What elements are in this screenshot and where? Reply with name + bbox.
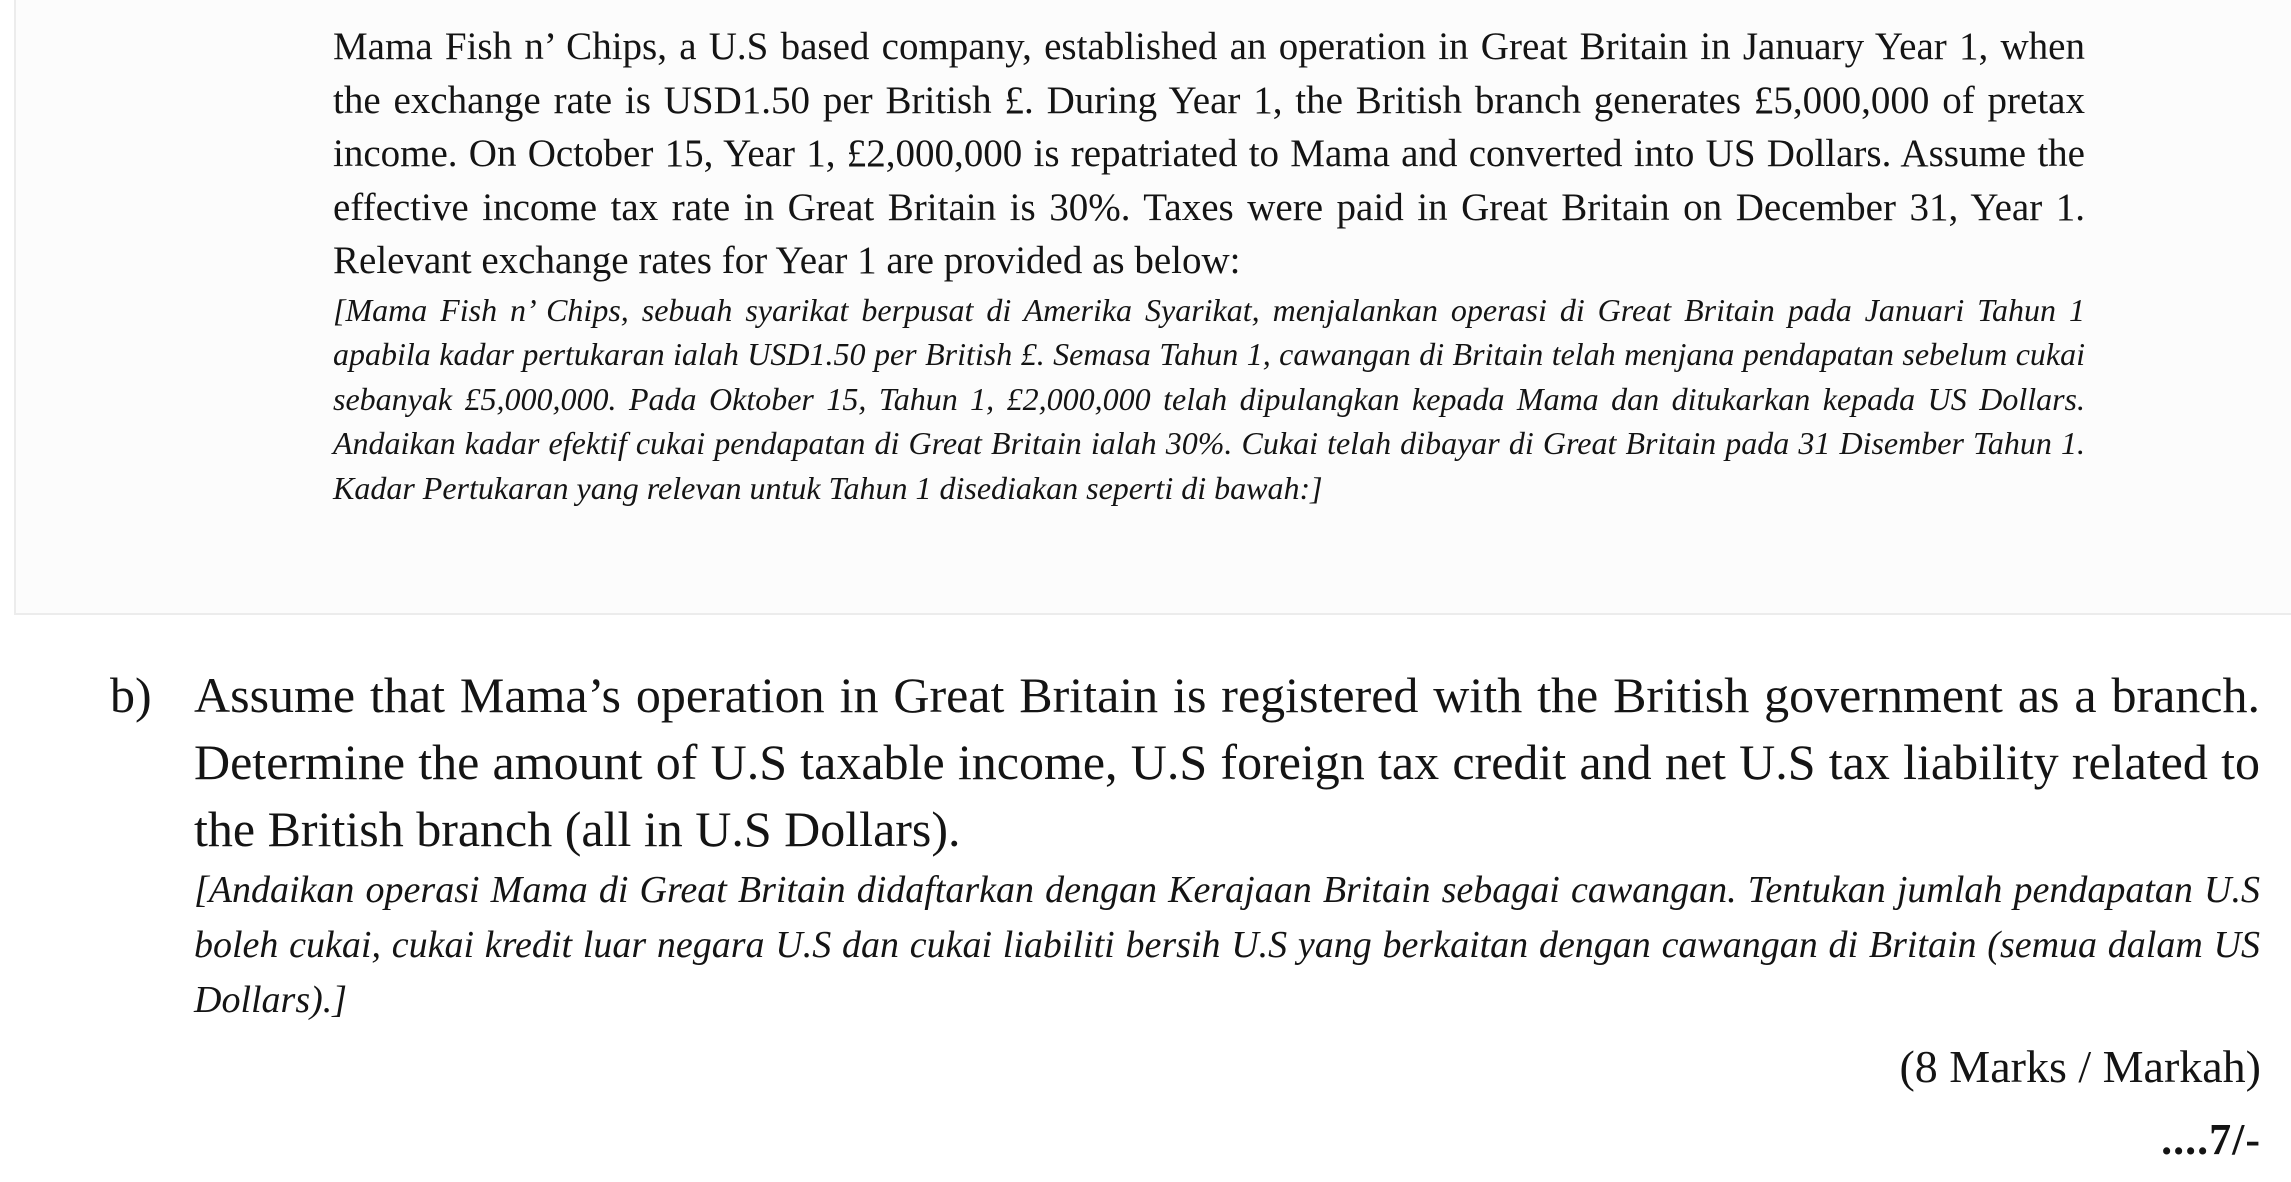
question-b [110, 662, 2260, 1028]
question-label: b) [110, 667, 152, 723]
question-body [194, 662, 2260, 1028]
case-context [333, 20, 2085, 510]
context-malay-text: [Mama Fish n’ Chips, sebuah syarikat berpusat di Amerika Syarikat, menjalankan operasi di Great Britain pada Januari Tahun 1 apabila kadar pertukaran ialah USD1.50 per British £. Semasa Tahun 1, cawangan di Britain telah menjana pendapatan sebelum cukai sebanyak £5,000,000. Pada Oktober 15, Tahun 1, £2,000,000 telah dipulangkan kepada Mama dan ditukarkan kepada US Dollars. Andaikan kadar efektif cukai pendapatan di Great Britain ialah 30%. Cukai telah dibayar di Great Britain pada 31 Disember Tahun 1. Kadar Pertukaran yang relevan untuk Tahun 1 disediakan seperti di bawah:] [333, 291, 2085, 506]
next-page-indicator: ....7/- [2161, 1115, 2261, 1164]
question-english-text: Assume that Mama’s operation in Great Britain is registered with the British government as a branch. Determine the amount of U.S taxable income, U.S foreign tax credit and net U.S tax liability related to the British branch (all in U.S Dollars). [194, 667, 2260, 857]
context-english-text: Mama Fish n’ Chips, a U.S based company, established an operation in Great Britain in January Year 1, when the exchange rate is USD1.50 per British £. During Year 1, the British branch generates £5,000,000 of pretax income. On October 15, Year 1, £2,000,000 is repatriated to Mama and converted into US Dollars. Assume the effective income tax rate in Great Britain is 30%. Taxes were paid in Great Britain on December 31, Year 1. Relevant exchange rates for Year 1 are provided as below: [333, 25, 2085, 282]
marks-allocation: (8 Marks / Markah) [1899, 1041, 2261, 1092]
question-malay-text: [Andaikan operasi Mama di Great Britain didaftarkan dengan Kerajaan Britain sebagai cawangan. Tentukan jumlah pendapatan U.S boleh cukai, cukai kredit luar negara U.S dan cukai liabiliti bersih U.S yang berkaitan dengan cawangan di Britain (semua dalam US Dollars).] [194, 869, 2260, 1021]
